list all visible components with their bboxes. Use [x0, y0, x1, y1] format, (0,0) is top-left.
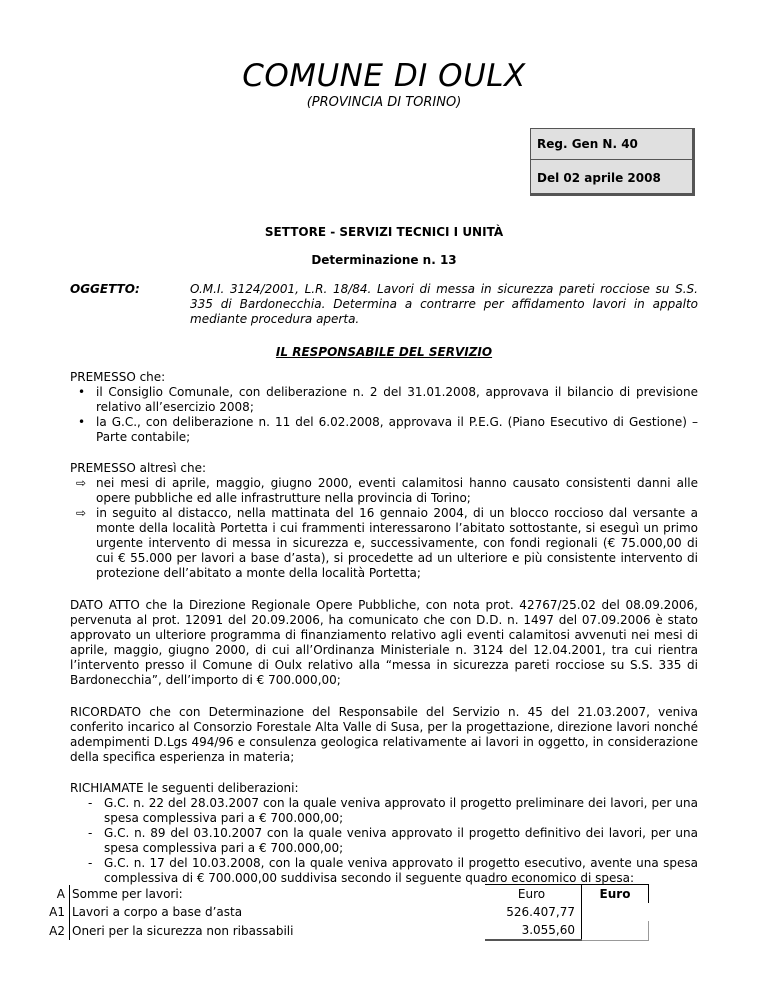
richiamate-list: [70, 796, 698, 886]
registry-box: [530, 128, 695, 196]
registry-divider: [531, 159, 692, 160]
municipality-title: COMUNE DI OULX: [242, 58, 526, 94]
list-item: [70, 415, 698, 445]
list-item-text: nei mesi di aprile, maggio, giugno 2000, eventi calamitosi hanno causato consistenti danni alle opere pubbliche ed alle infrastrutture nella provincia di Torino;: [96, 476, 698, 505]
determination-number: Determinazione n. 13: [311, 253, 457, 267]
quadro-economico-table: [46, 884, 649, 941]
row-code: A1: [49, 905, 65, 919]
bullet-icon: •: [78, 415, 86, 429]
row-code: A2: [49, 923, 65, 938]
premesso-altresi-list: [70, 476, 698, 581]
province-subtitle: (PROVINCIA DI TORINO): [306, 95, 462, 110]
row-amount-text: 526.407,77: [506, 905, 575, 919]
row-total: [582, 921, 649, 940]
list-item-text: in seguito al distacco, nella mattinata del 16 gennaio 2004, di un blocco roccioso dal versante a monte della località Portetta i cui frammenti interessarono l’abitato sottostante, si eseguì un primo urgente intervento di messa in sicurezza e, successivamente, con fondi regionali (€ 75.000,00 di cui € 55.000 per lavori a base d’asta), si procedette ad un ulteriore e più consistente intervento di protezione dell’abitato a monte della località Portetta;: [96, 506, 698, 580]
subject-label: OGGETTO:: [70, 282, 140, 296]
row-amount: [485, 921, 582, 940]
registry-number: Reg. Gen N. 40: [537, 137, 638, 151]
subject-text: O.M.I. 3124/2001, L.R. 18/84. Lavori di messa in sicurezza pareti rocciose su S.S. 335 di Bardonecchia. Determina a contrarre per affidamento lavori in appalto mediante procedura aperta.: [190, 282, 698, 326]
row-amount: [485, 885, 582, 904]
row-total: Euro: [582, 885, 649, 904]
premesso-altresi-section: [70, 461, 698, 581]
richiamate-section: [70, 781, 698, 886]
list-item: [70, 385, 698, 415]
table-row: [46, 903, 649, 921]
row-code: A: [56, 886, 65, 901]
list-item-text: G.C. n. 17 del 10.03.2008, con la quale veniva approvato il progetto esecutivo, avente una spesa complessiva di € 700.000,00 suddivisa secondo il seguente quadro economico di spesa:: [104, 856, 698, 885]
list-item-text: il Consiglio Comunale, con deliberazione n. 2 del 31.01.2008, approvava il bilancio di previsione relativo all’esercizio 2008;: [96, 385, 698, 414]
premesso-altresi-intro: PREMESSO altresì che:: [70, 461, 207, 475]
list-item-text: la G.C., con deliberazione n. 11 del 6.02.2008, approvava il P.E.G. (Piano Esecutivo di Gestione) – Parte contabile;: [96, 415, 698, 444]
table-row: [46, 921, 649, 940]
table-row: [46, 885, 649, 904]
list-item: [70, 856, 698, 886]
arrow-right-icon: ⇨: [76, 476, 87, 490]
dash-marker: -: [88, 856, 93, 870]
list-item-text: G.C. n. 22 del 28.03.2007 con la quale veniva approvato il progetto preliminare dei lavori, per una spesa complessiva pari a € 700.000,00;: [104, 796, 698, 825]
dato-atto-paragraph: DATO ATTO che la Direzione Regionale Opere Pubbliche, con nota prot. 42767/25.02 del 08.09.2006, pervenuta al prot. 12091 del 20.09.2006, ha comunicato che con D.D. n. 1497 del 07.09.2006 è stato approvato un ulteriore programma di finanziamento relativo agli eventi calamitosi avvenuti nei mesi di aprile, maggio, giugno 2000, di cui all’Ordinanza Ministeriale n. 3124 del 12.04.2001, tra cui rientra l’intervento presso il Comune di Oulx relativo alla “messa in sicurezza pareti rocciose su S.S. 335 di Bardonecchia”, dell’importo di € 700.000,00;: [70, 598, 698, 687]
sector-heading: SETTORE - SERVIZI TECNICI I UNITÀ: [264, 225, 504, 239]
registry-date: Del 02 aprile 2008: [537, 171, 661, 185]
row-description: Oneri per la sicurezza non ribassabili: [70, 921, 486, 940]
row-description: Lavori a corpo a base d’asta: [70, 903, 486, 921]
list-item: [70, 506, 698, 581]
list-item-text: G.C. n. 89 del 03.10.2007 con la quale veniva approvato il progetto definitivo dei lavori, per una spesa complessiva pari a € 700.000,00;: [104, 826, 698, 855]
ricordato-paragraph: RICORDATO che con Determinazione del Responsabile del Servizio n. 45 del 21.03.2007, veniva conferito incarico al Consorzio Forestale Alta Valle di Susa, per la progettazione, direzione lavori nonché adempimenti D.Lgs 494/96 e consulenza geologica relativamente ai lavori in oggetto, in considerazione della specifica esperienza in materia;: [70, 705, 698, 764]
richiamate-intro: RICHIAMATE le seguenti deliberazioni:: [70, 781, 299, 795]
row-total: [582, 903, 649, 921]
row-description: Somme per lavori:: [70, 885, 486, 904]
premesso-list: [70, 385, 698, 445]
arrow-right-icon: ⇨: [76, 506, 87, 520]
dash-marker: -: [88, 826, 93, 840]
premesso-section: [70, 370, 698, 445]
list-item: [70, 826, 698, 856]
bullet-icon: •: [78, 385, 86, 399]
responsible-heading: IL RESPONSABILE DEL SERVIZIO: [275, 345, 493, 359]
dash-marker: -: [88, 796, 93, 810]
list-item: [70, 796, 698, 826]
row-amount-text: Euro: [517, 887, 546, 901]
row-amount: [485, 903, 582, 921]
list-item: [70, 476, 698, 506]
premesso-intro: PREMESSO che:: [70, 370, 166, 384]
row-amount-text: 3.055,60: [521, 923, 575, 937]
